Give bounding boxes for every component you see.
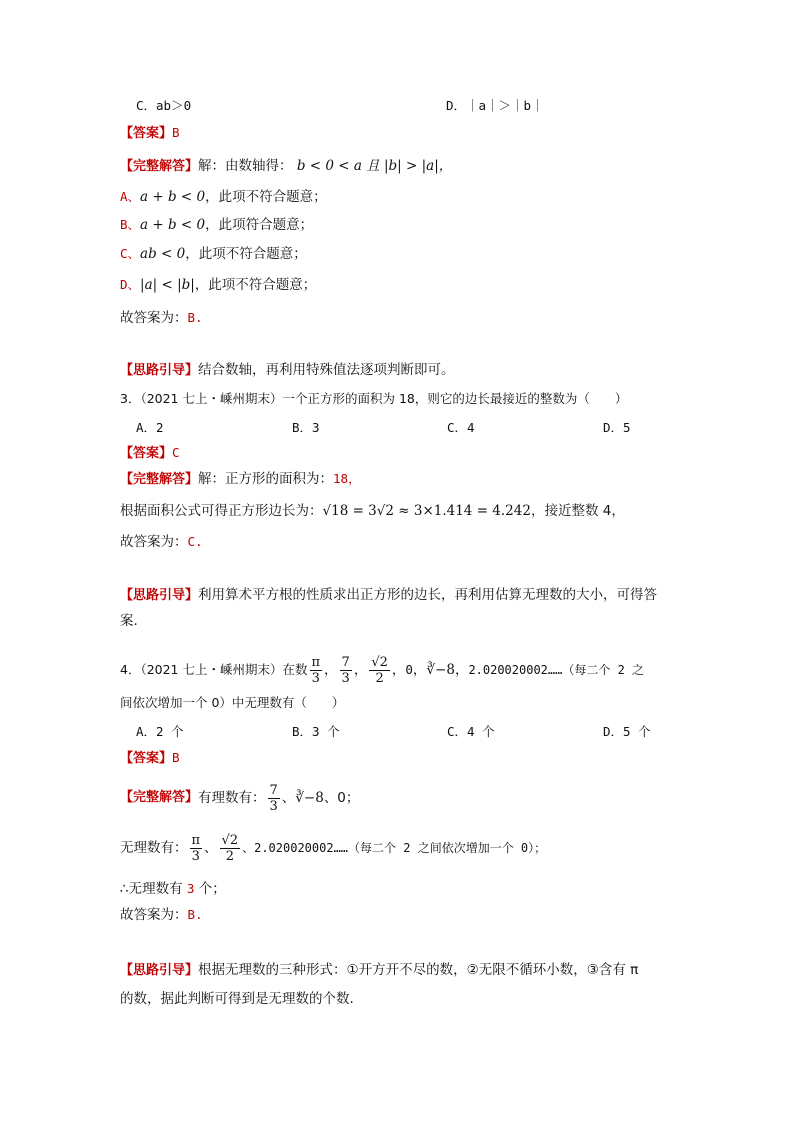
numerator: 7 [269,782,278,798]
numerator: 7 [341,654,350,670]
q2-hint [120,361,455,380]
q2-option-c: C．ab＞0 [136,98,192,113]
q3-answer-line [120,444,180,463]
q2-line-b [120,216,313,234]
line-prefix: D、 [120,277,141,292]
line-math: a + b < 0 [140,217,206,233]
irrational-decimal: 、2.020020002……（每二个 2 之间依次增加一个 0）； [242,841,547,855]
q4-conclusion [120,906,203,924]
count-suffix: 个； [194,881,226,897]
conclusion-value: B. [187,310,203,325]
hint-text: 根据无理数的三种形式：①开方开不尽的数，②无限不循环小数，③含有 π [198,962,639,978]
line-prefix: A、 [120,189,141,204]
hint-tag: 【思路引导】 [120,963,199,978]
q4-option-a: A．2 个 [136,724,184,739]
denominator: 3 [341,670,350,686]
denominator: 3 [311,670,320,686]
q2-answer-line [120,124,180,143]
solution-intro: 解：正方形的面积为： [198,471,334,487]
numerator: π [191,832,201,848]
line-math: a + b < 0 [140,189,206,205]
denominator: 3 [191,848,200,864]
q4-hint-line2: 的数，据此判断可得到是无理数的个数. [120,991,354,1007]
q2-line-c [120,245,307,263]
q2-option-d: D．｜a｜＞｜b｜ [446,98,544,113]
q2-line-d [120,276,316,294]
rational-intro: 有理数有： [198,790,266,806]
solution-tag: 【完整解答】 [120,790,199,805]
numerator: √2 [371,654,388,670]
q4-rational-line: 【完整解答】 有理数有： $\frac{7}{3}$ 、 ∛−8 、0； [120,782,360,814]
fraction-7-over-3 [340,655,352,686]
q3-stem: 3．（2021 七上・嵊州期末）一个正方形的面积为 18，则它的边长最接近的整数为（ ） [120,391,628,406]
q4-hint [120,961,638,980]
q4-answer-line [120,749,180,768]
hint-tag: 【思路引导】 [120,363,199,378]
irrational-intro: 无理数有： [120,840,188,856]
q3-conclusion [120,533,203,551]
q3-formula-line [120,502,625,520]
hint-text: 利用算术平方根的性质求出正方形的边长，再利用估算无理数的大小，可得答 [198,587,658,603]
solution-tag: 【完整解答】 [120,159,199,174]
conclusion-value: B. [187,907,203,922]
q3-hint-line2: 案. [120,613,138,629]
q4-option-d: D．5 个 [603,724,651,739]
fraction-pi-over-3 [310,655,323,686]
answer-tag: 【答案】 [120,446,173,461]
answer-tag: 【答案】 [120,126,173,141]
q4-option-b: B．3 个 [292,724,340,739]
q3-option-a: A．2 [136,420,164,435]
answer-value: B [172,750,180,765]
numerator: π [311,654,321,670]
hint-tag: 【思路引导】 [120,588,199,603]
line-math: |a| < |b| [140,277,195,293]
line-text: ，此项不符合题意； [194,277,317,293]
line-text: ，此项不符合题意； [205,189,327,205]
count-value: 3 [186,881,195,896]
q3-hint [120,586,657,605]
solution-intro: 解：由数轴得： [198,158,293,174]
denominator: 2 [225,848,234,864]
area-value: 18， [333,471,361,486]
fraction-sqrt2-over-2 [220,833,241,864]
q3-option-d: D．5 [603,420,631,435]
formula-suffix: ，接近整数 4， [530,503,625,519]
line-text: ，此项不符合题意； [185,246,307,262]
cube-root: ∛−8 [426,662,455,678]
q3-option-c: C．4 [447,420,475,435]
conclusion-prefix: 故答案为： [120,534,188,550]
decimal: 2.020020002……（每二个 2 之 [468,663,645,677]
conclusion-value: C. [187,534,203,549]
zero: 0 [405,662,413,677]
fraction-pi-over-3 [190,833,203,864]
cube-root: ∛−8 [295,790,324,806]
q4-stem: 4．（2021 七上・嵊州期末）在数 $\frac{\pi}{3}$ ， $\frac{7}{3}$ ， $\frac{√2}{2}$ ， 0 ， ∛−8 ， 2.020020002……（每二个 2 之 [120,654,645,686]
solution-math: b < 0 < a 且 |b| > |a|， [296,158,453,174]
stem-prefix: 4．（2021 七上・嵊州期末）在数 [120,662,308,677]
q2-conclusion [120,309,203,327]
q4-stem-line2: 间依次增加一个 0）中无理数有（ ） [120,695,345,710]
conclusion-prefix: 故答案为： [120,310,188,326]
line-text: ，此项符合题意； [205,217,314,233]
q2-solution-line [120,157,452,176]
count-prefix: ∴无理数有 [120,881,187,897]
fraction-sqrt2-over-2 [369,655,390,686]
rational-zero: 、0； [323,790,360,806]
solution-tag: 【完整解答】 [120,472,199,487]
q3-solution-line [120,470,361,489]
numerator: √2 [221,832,239,848]
q4-option-c: C．4 个 [447,724,495,739]
hint-text: 结合数轴，再利用特殊值法逐项判断即可。 [198,362,455,378]
conclusion-prefix: 故答案为： [120,907,188,923]
q4-irrational-line: 无理数有： $\frac{\pi}{3}$ 、 $\frac{√2}{2}$ 、2.020020002……（每二个 2 之间依次增加一个 0）； [120,832,547,864]
formula-prefix: 根据面积公式可得正方形边长为： [120,503,323,519]
answer-tag: 【答案】 [120,751,173,766]
line-math: ab < 0 [140,246,186,262]
q4-count-line [120,880,226,898]
q3-option-b: B．3 [292,420,320,435]
denominator: 2 [375,670,384,686]
line-prefix: C、 [120,246,141,261]
line-prefix: B、 [120,217,141,232]
fraction-7-over-3 [268,783,280,814]
formula-math: √18 = 3√2 ≈ 3×1.414 = 4.242 [322,503,531,519]
q2-line-a [120,188,327,206]
denominator: 3 [269,798,278,814]
answer-value: B [172,125,180,140]
answer-value: C [172,445,180,460]
